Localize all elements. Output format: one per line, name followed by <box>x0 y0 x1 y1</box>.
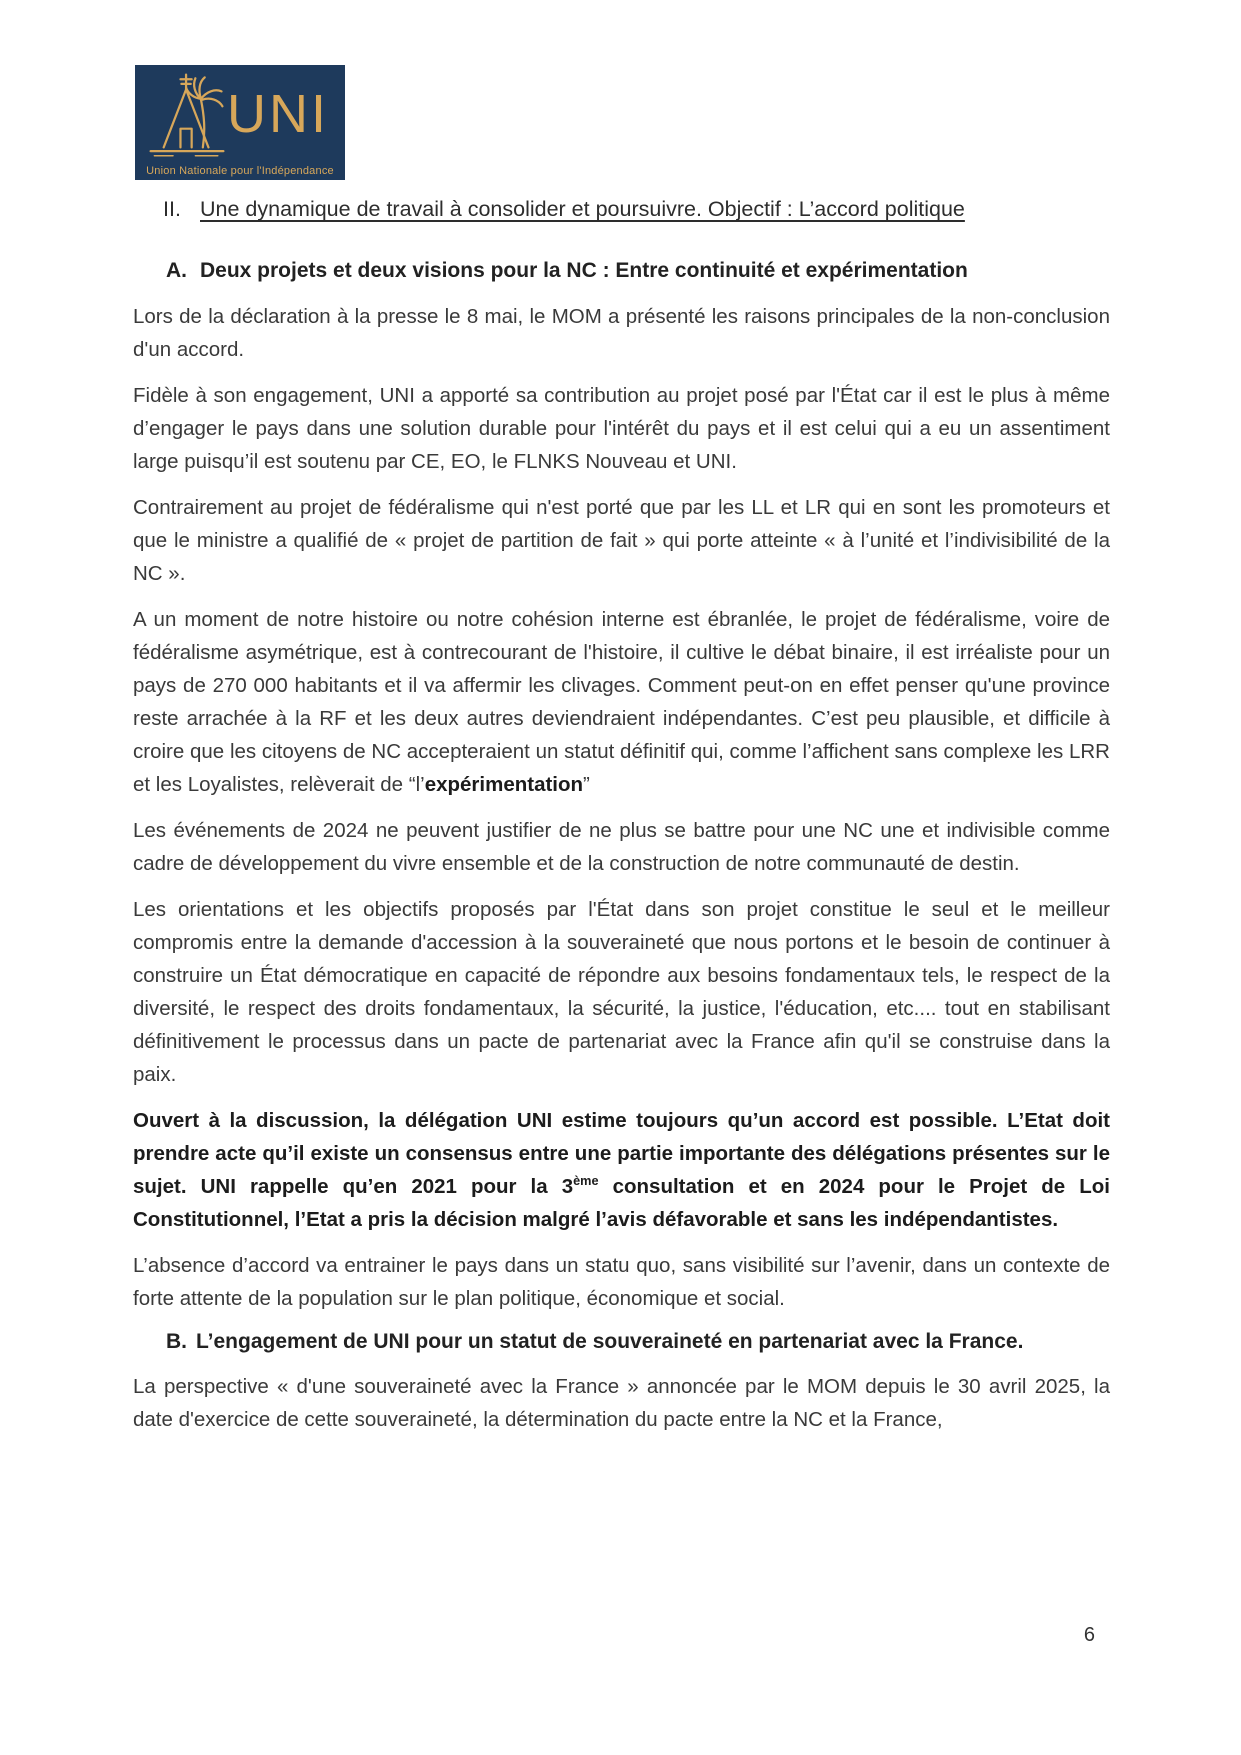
paragraph-fidele-engagement: Fidèle à son engagement, UNI a apporté sa contribution au projet posé par l'État car il est le plus à même d’engager le pays dans une solution durable pour l'intérêt du pays et il est celui qui a eu un assentiment large puisqu’il est soutenu par CE, EO, le FLNKS Nouveau et UNI. <box>133 384 1110 473</box>
paragraph-ouvert-discussion <box>133 1104 1110 1236</box>
hut-palm-icon <box>145 69 229 166</box>
paragraph-contrairement-federalisme: Contrairement au projet de fédéralisme qui n'est porté que par les LL et LR qui en sont les promoteurs et que le ministre a qualifié de « projet de partition de fait » qui porte atteinte « à l’unité et l’indivisibilité de la NC ». <box>133 496 1110 585</box>
paragraph-ouvert-discussion-end: consultation et en 2024 pour le Projet de Loi Constitutionnel, l’Etat a pris la décision malgré l’avis défavorable et sans les indépendantistes. <box>133 1175 1110 1231</box>
section-a-heading <box>166 257 1110 284</box>
section-b-title: L’engagement de UNI pour un statut de souveraineté en partenariat avec la France. <box>196 1330 1024 1353</box>
section-ii-title: Une dynamique de travail à consolider et poursuivre. Objectif : L’accord politique <box>200 197 965 221</box>
paragraph-moment-histoire <box>133 603 1110 801</box>
section-a-title: Deux projets et deux visions pour la NC : Entre continuité et expérimentation <box>200 259 968 282</box>
logo-brand-text: UNI <box>227 84 329 144</box>
paragraph-evenements-2024: Les événements de 2024 ne peuvent justifier de ne plus se battre pour une NC une et indivisible comme cadre de développement du vivre ensemble et de la construction de notre communauté de destin. <box>133 819 1110 875</box>
paragraph-moment-histoire-end: ” <box>583 773 590 796</box>
paragraph-orientations-objectifs: Les orientations et les objectifs proposés par l'État dans son projet constitue le seul et le meilleur compromis entre la demande d'accession à la souveraineté que nous portons et le besoin de continuer à construire un État démocratique en capacité de répondre aux besoins fondamentaux tels, le respect de la diversité, le respect des droits fondamentaux, la sécurité, la justice, l'éducation, etc.... tout en stabilisant définitivement le processus dans un pacte de partenariat avec la France afin qu'il se construise dans la paix. <box>133 898 1110 1086</box>
uni-logo <box>135 65 345 180</box>
section-ii-heading <box>163 196 1110 223</box>
page-number: 6 <box>1083 1624 1095 1646</box>
paragraph-moment-histoire-bold: expérimentation <box>424 773 584 796</box>
paragraph-absence-accord: L’absence d’accord va entrainer le pays dans un statu quo, sans visibilité sur l’avenir, dans un contexte de forte attente de la population sur le plan politique, économique et social. <box>133 1254 1110 1310</box>
section-a-marker: A. <box>166 259 187 282</box>
logo-caption-text: Union Nationale pour l'Indépendance <box>146 165 334 177</box>
section-b-heading <box>166 1328 1110 1355</box>
paragraph-perspective-souverainete: La perspective « d'une souveraineté avec la France » annoncée par le MOM depuis le 30 avril 2025, la date d'exercice de cette souveraineté, la détermination du pacte entre la NC et la France, <box>133 1375 1110 1431</box>
paragraph-declaration-presse: Lors de la déclaration à la presse le 8 mai, le MOM a présenté les raisons principales de la non-conclusion d'un accord. <box>133 305 1110 361</box>
paragraph-ouvert-discussion-text: Ouvert à la discussion, la délégation UNI estime toujours qu’un accord est possible. L’Etat doit prendre acte qu’il existe un consensus entre une partie importante des délégations présentes sur le sujet. UNI rappelle qu’en 2021 pour la 3 <box>133 1109 1110 1198</box>
section-ii-marker: II. <box>163 197 181 221</box>
ordinal-superscript: ème <box>573 1173 599 1189</box>
section-b-marker: B. <box>166 1330 187 1353</box>
paragraph-moment-histoire-text: A un moment de notre histoire ou notre cohésion interne est ébranlée, le projet de fédéralisme, voire de fédéralisme asymétrique, est à contrecourant de l'histoire, il cultive le débat binaire, il est irréaliste pour un pays de 270 000 habitants et il va affermir les clivages. Comment peut-on en effet penser qu'une province reste arrachée à la RF et les deux autres deviendraient indépendantes. C’est peu plausible, et difficile à croire que les citoyens de NC accepteraient un statut définitif qui, comme l’affichent sans complexe les LRR et les Loyalistes, relèverait de “l’ <box>133 608 1110 796</box>
